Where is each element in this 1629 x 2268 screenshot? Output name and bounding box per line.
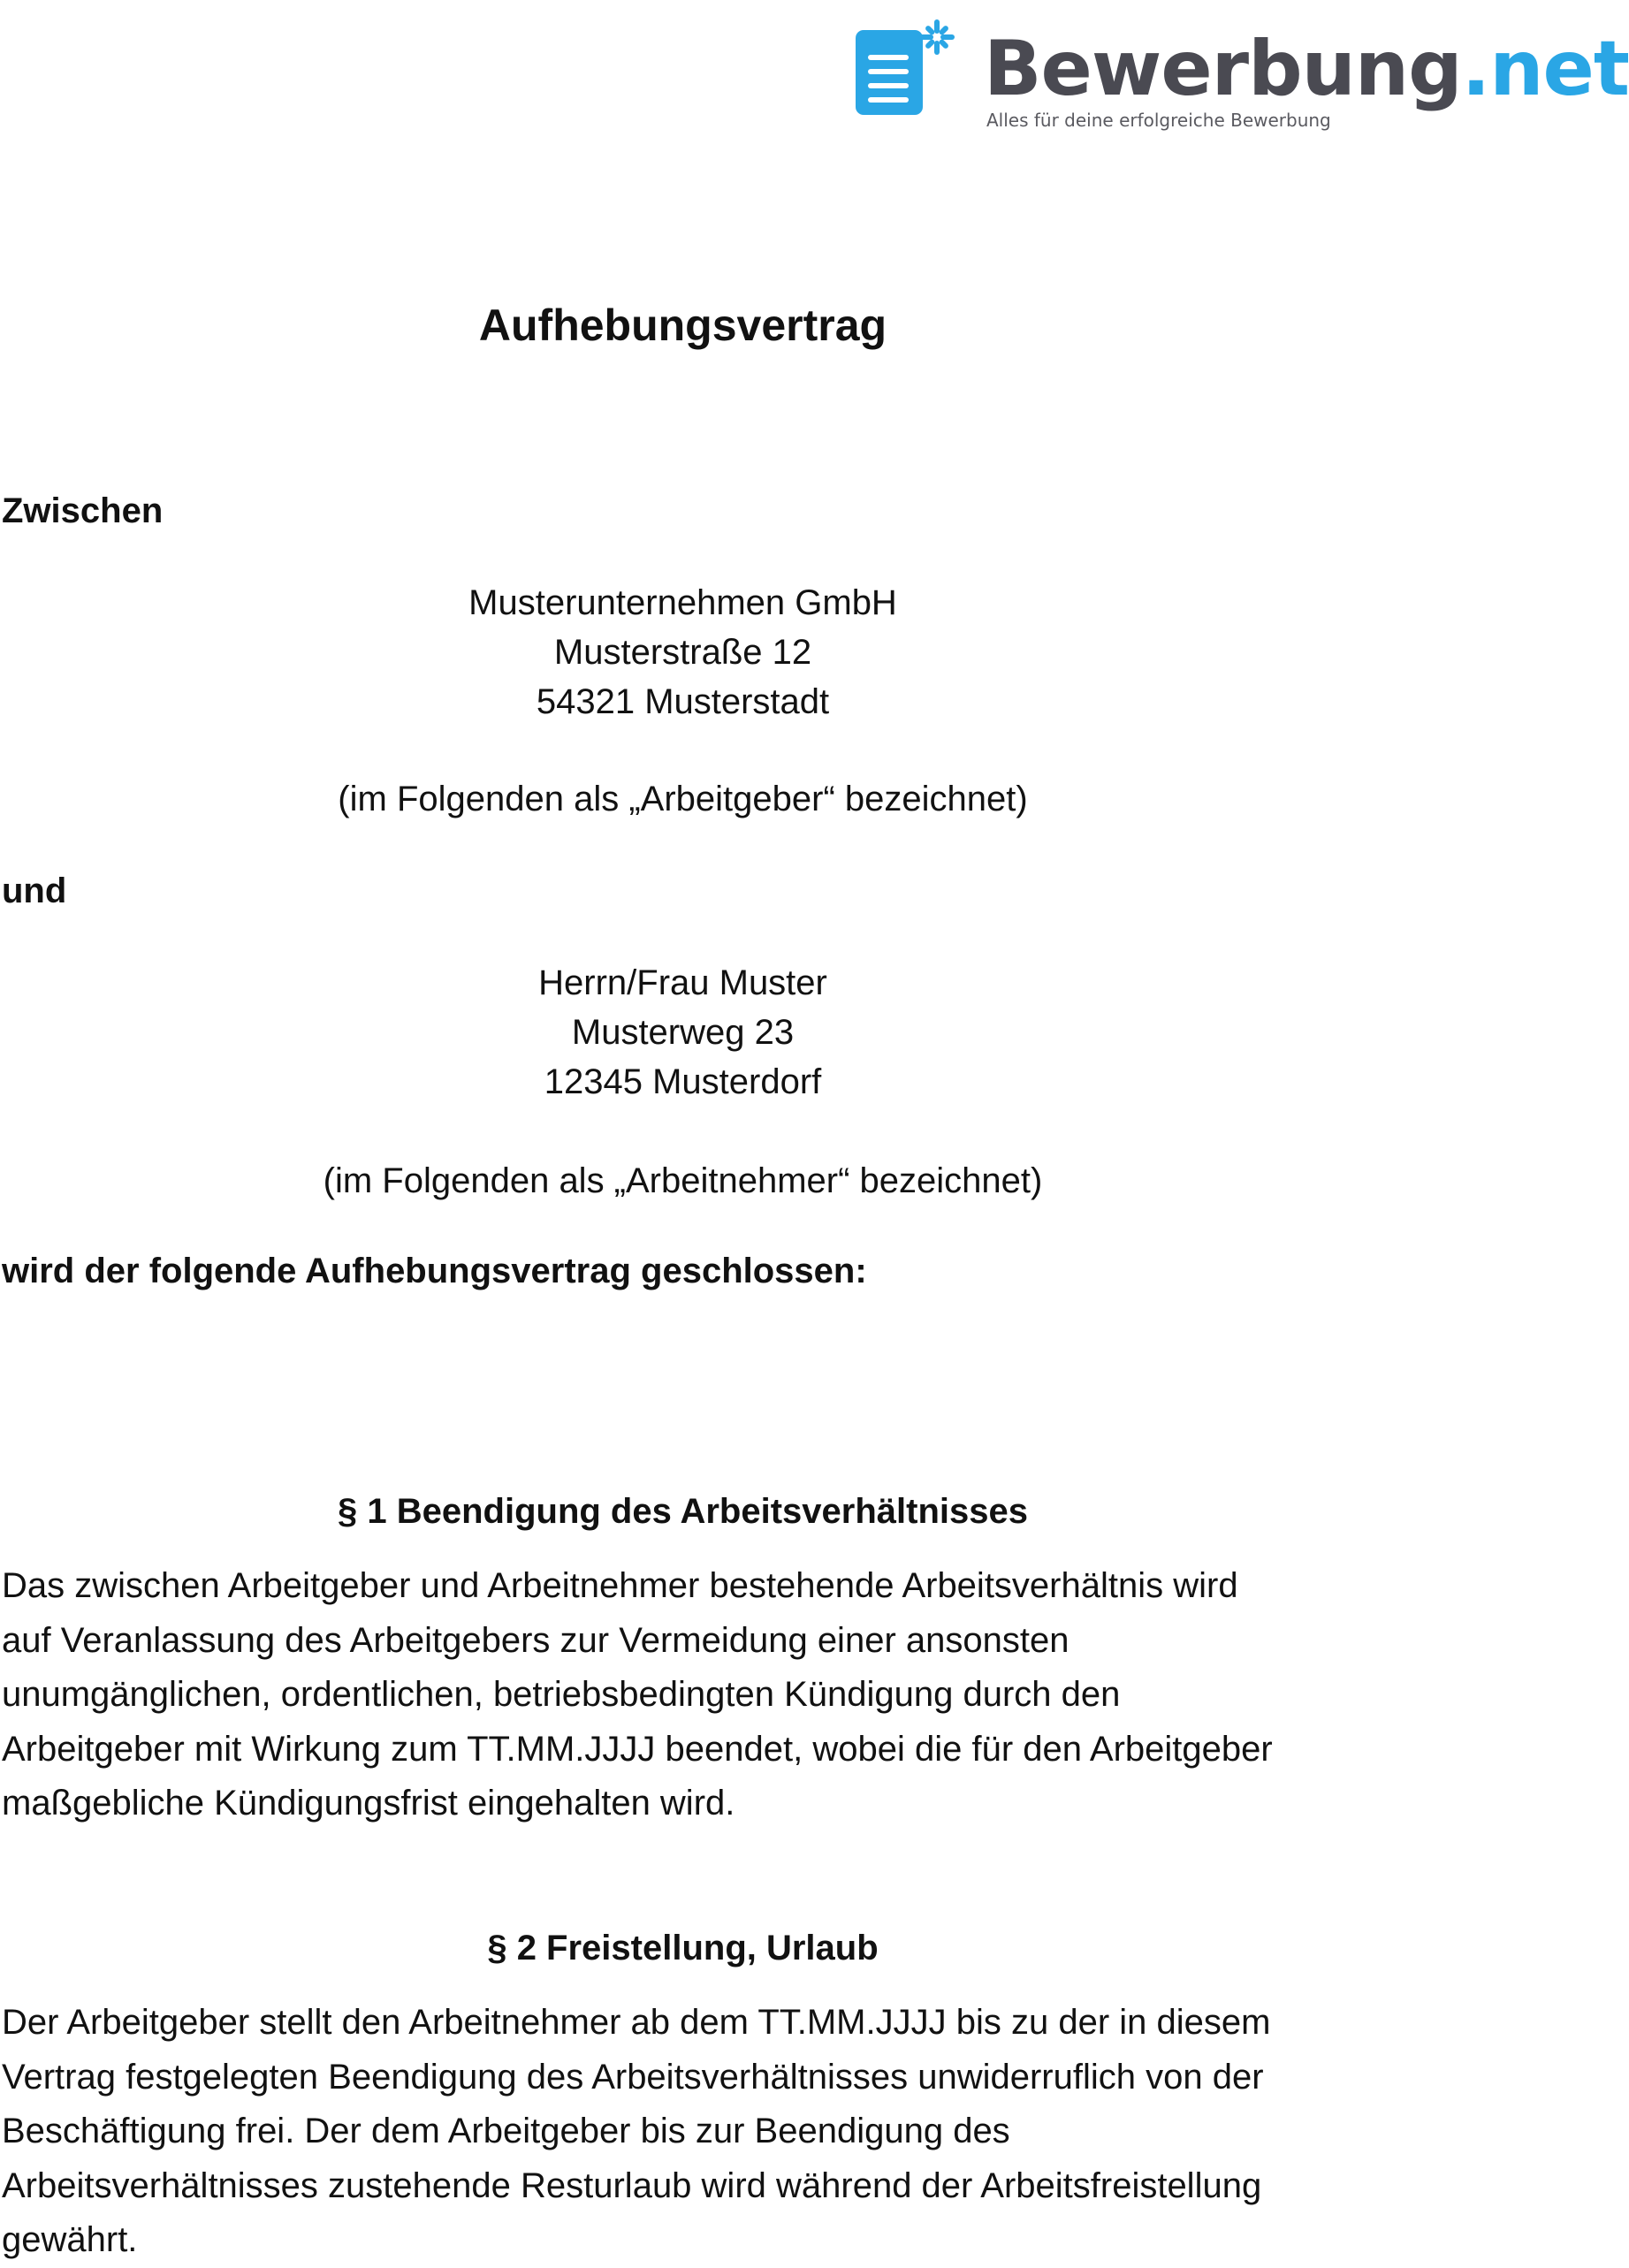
paragraph-line: Arbeitsverhältnisses zustehende Resturlaub wird während der Arbeitsfreistellung (2, 2165, 1262, 2205)
employee-line: Herrn/Frau Muster (538, 963, 827, 1002)
brand-tagline: Alles für deine erfolgreiche Bewerbung (986, 110, 1331, 131)
employee-line: 12345 Musterdorf (544, 1062, 822, 1101)
section-body (2, 1996, 1363, 2268)
section-body (2, 1559, 1363, 1831)
document-sparkle-icon (856, 19, 955, 118)
paragraph-line: maßgebliche Kündigungsfrist eingehalten wird. (2, 1784, 735, 1823)
employer-line: 54321 Musterstadt (536, 682, 830, 721)
brand-logo[interactable] (856, 0, 1629, 141)
between-label: Zwischen (2, 491, 164, 530)
paragraph-line: Das zwischen Arbeitgeber und Arbeitnehmer bestehende Arbeitsverhältnis wird (2, 1566, 1238, 1605)
employee-line: Musterweg 23 (571, 1013, 795, 1052)
paragraph-line: gewährt. (2, 2220, 138, 2259)
employer-designation: (im Folgenden als „Arbeitgeber“ bezeichnet) (338, 780, 1028, 818)
section-heading: § 2 Freistellung, Urlaub (487, 1929, 879, 1967)
employer-address (0, 578, 1366, 727)
contract-intro: wird der folgende Aufhebungsvertrag geschlossen: (2, 1252, 867, 1290)
employer-line: Musterunternehmen GmbH (468, 583, 897, 622)
document-title: Aufhebungsvertrag (478, 301, 887, 350)
brand-tld: .net (1461, 25, 1629, 113)
employee-address (0, 958, 1366, 1107)
and-label: und (2, 871, 67, 910)
paragraph-line: Vertrag festgelegten Beendigung des Arbeitsverhältnisses unwiderruflich von der (2, 2057, 1264, 2097)
employer-line: Musterstraße 12 (553, 633, 812, 672)
paragraph-line: Der Arbeitgeber stellt den Arbeitnehmer ab dem TT.MM.JJJJ bis zu der in diesem (2, 2003, 1271, 2042)
paragraph-line: Beschäftigung frei. Der dem Arbeitgeber bis zur Beendigung des (2, 2112, 1010, 2150)
brand-word: Bewerbung (984, 25, 1462, 113)
section-heading: § 1 Beendigung des Arbeitsverhältnisses (338, 1492, 1028, 1531)
paragraph-line: unumgänglichen, ordentlichen, betriebsbedingten Kündigung durch den (2, 1675, 1121, 1714)
paragraph-line: auf Veranlassung des Arbeitgebers zur Vermeidung einer ansonsten (2, 1620, 1070, 1660)
brand-wordmark (984, 25, 1629, 113)
paragraph-line: Arbeitgeber mit Wirkung zum TT.MM.JJJJ beendet, wobei die für den Arbeitgeber (2, 1729, 1273, 1769)
employee-designation: (im Folgenden als „Arbeitnehmer“ bezeichnet) (323, 1161, 1043, 1200)
